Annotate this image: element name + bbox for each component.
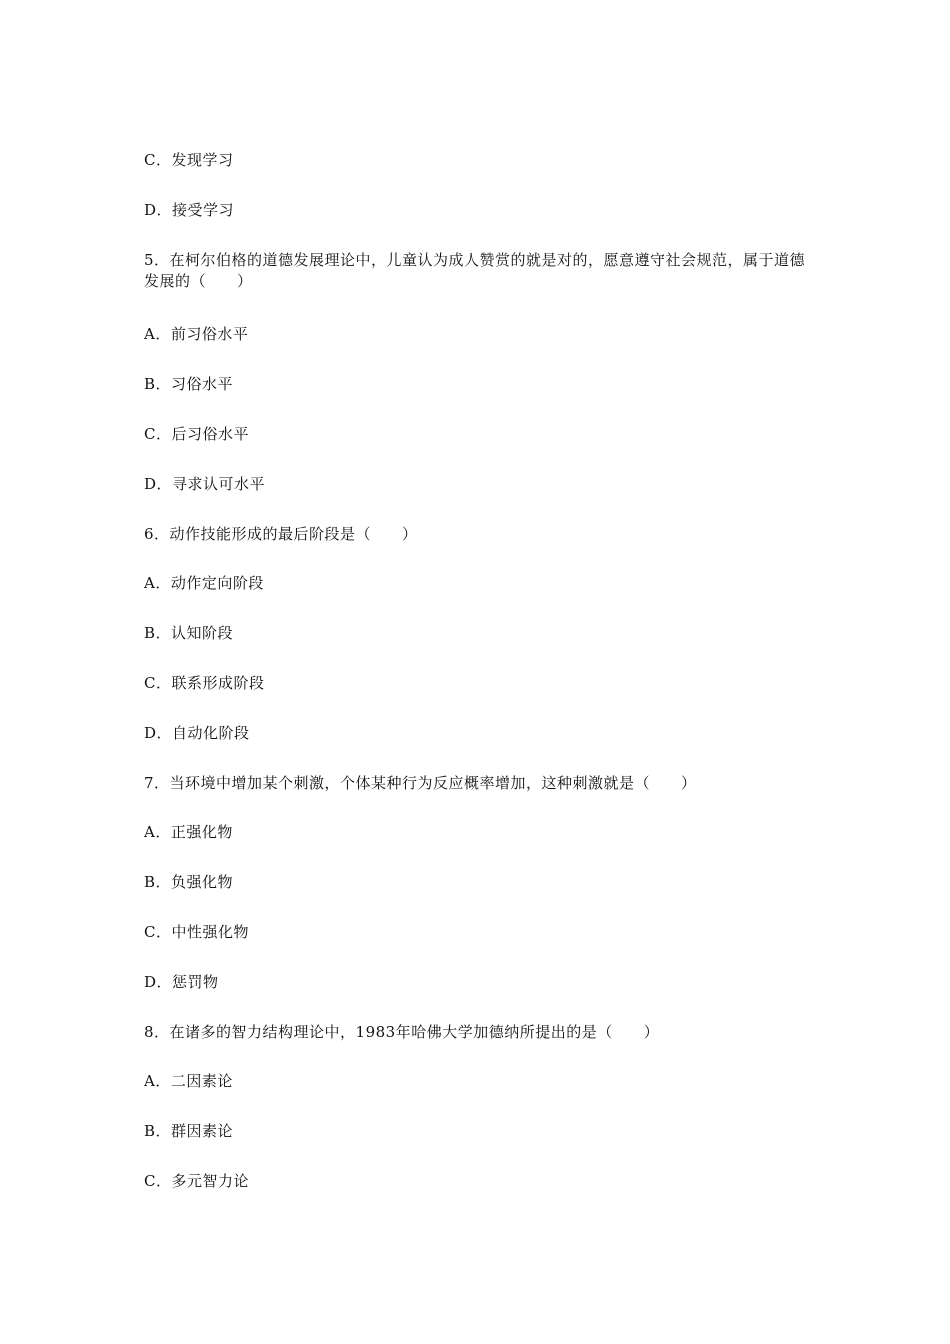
q6-option-a: A．动作定向阶段 <box>144 574 264 592</box>
q4-option-d: D．接受学习 <box>144 201 235 219</box>
q7-option-a: A．正强化物 <box>144 823 233 841</box>
q5-stem: 5．在柯尔伯格的道德发展理论中，儿童认为成人赞赏的就是对的，愿意遵守社会规范，属于道德发展的（ ） <box>144 251 806 290</box>
q8-option-c: C．多元智力论 <box>144 1172 249 1190</box>
q5-option-c: C．后习俗水平 <box>144 425 249 443</box>
q7-option-c: C．中性强化物 <box>144 923 249 941</box>
q7-option-b: B．负强化物 <box>144 873 234 891</box>
q6-option-c: C．联系形成阶段 <box>144 674 265 692</box>
q6-option-d: D．自动化阶段 <box>144 724 250 742</box>
q8-stem: 8．在诸多的智力结构理论中，1983年哈佛大学加德纳所提出的是（ ） <box>144 1023 660 1041</box>
q6-stem: 6．动作技能形成的最后阶段是（ ） <box>144 525 418 543</box>
q4-option-c: C．发现学习 <box>144 151 234 169</box>
q6-option-b: B．认知阶段 <box>144 624 234 642</box>
q7-option-d: D．惩罚物 <box>144 973 219 991</box>
q8-option-a: A．二因素论 <box>144 1072 233 1090</box>
q7-stem: 7．当环境中增加某个刺激，个体某种行为反应概率增加，这种刺激就是（ ） <box>144 774 697 792</box>
q5-option-d: D．寻求认可水平 <box>144 475 266 493</box>
q5-option-a: A．前习俗水平 <box>144 325 249 343</box>
q8-option-b: B．群因素论 <box>144 1122 234 1140</box>
q5-option-b: B．习俗水平 <box>144 375 234 393</box>
